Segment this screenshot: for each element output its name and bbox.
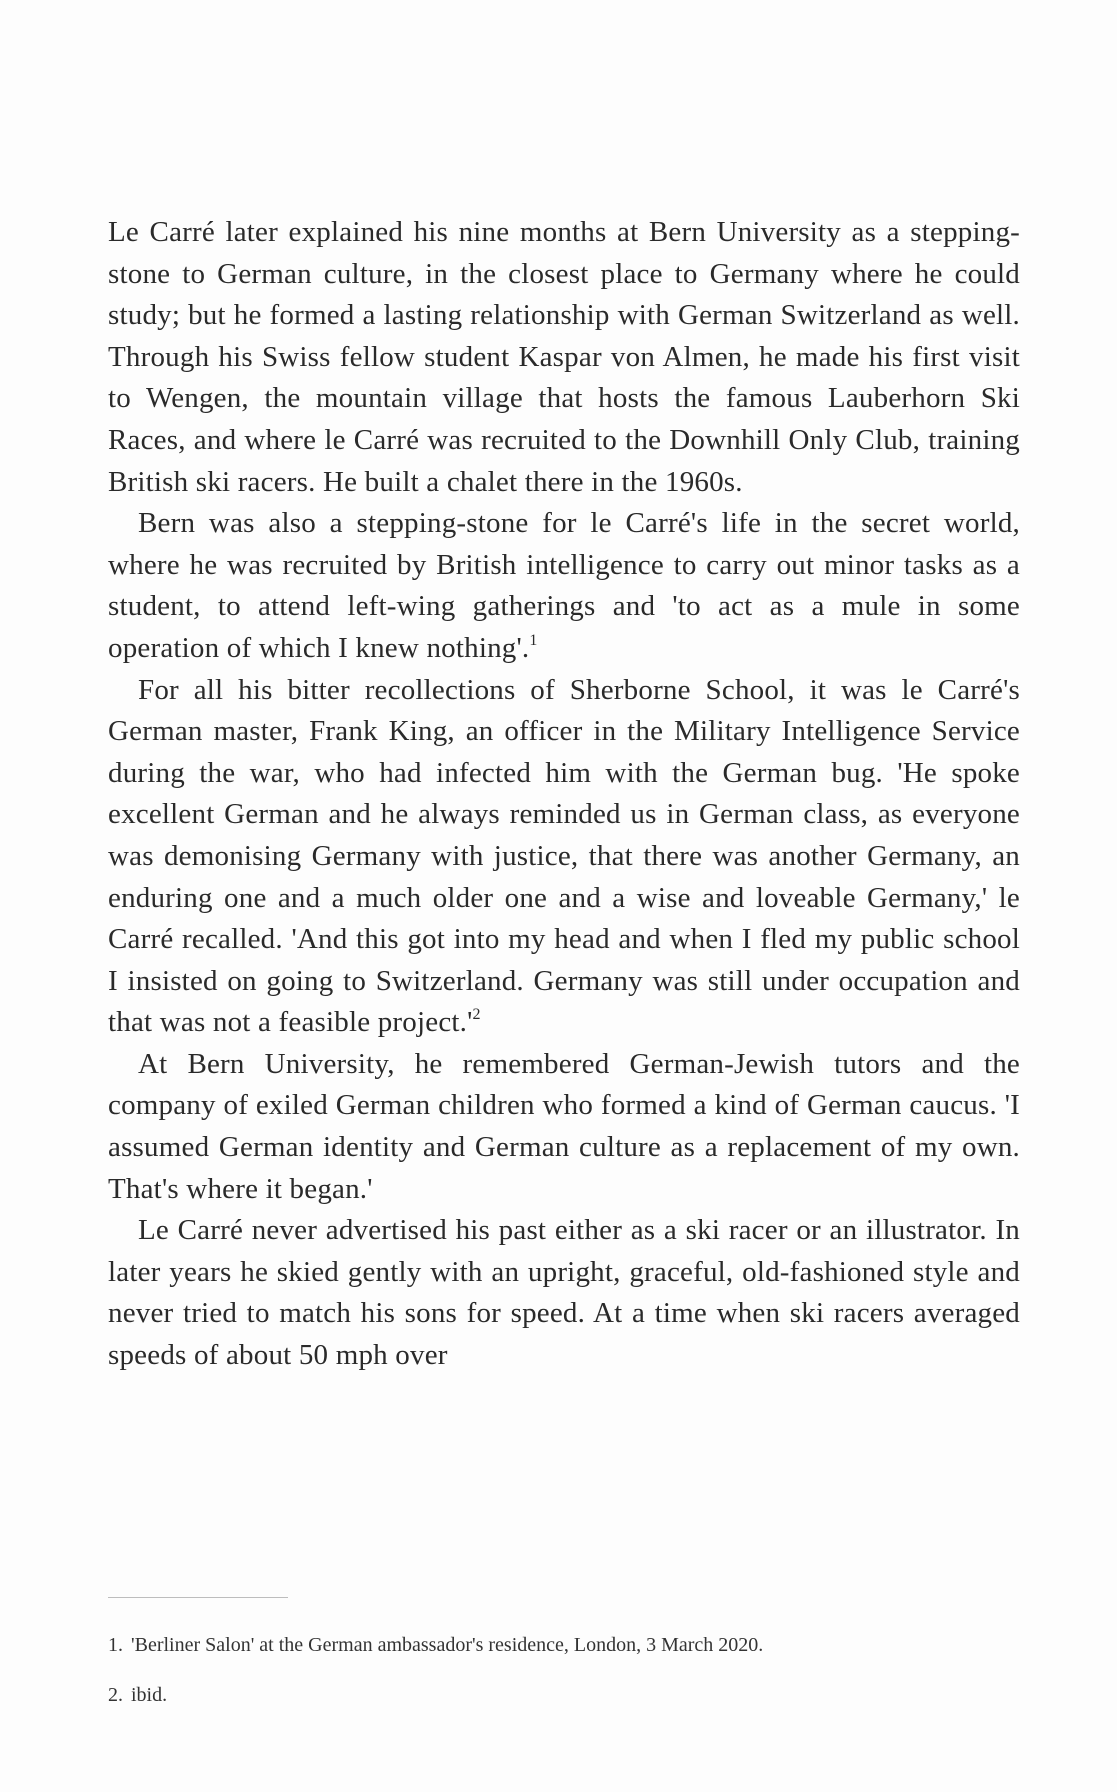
footnote-1 — [108, 1634, 1008, 1657]
footnotes — [108, 1634, 1008, 1734]
paragraph-3-text: For all his bitter recollections of Sherborne School, it was le Carré's German master, Frank King, an officer in the Military Intelligence Service during the war, who had infected him with the German bug. 'He spoke excellent German and he always reminded us in German class, as everyone was demonising Germany with justice, that there was another Germany, an enduring one and a much older one and a wise and loveable Germany,' le Carré recalled. 'And this got into my head and when I fled my public school I insisted on going to Switzerland. Germany was still under occupation and that was not a feasible project.' — [108, 673, 1020, 1039]
footnote-ref-1[interactable]: 1 — [529, 631, 538, 649]
paragraph-5-text: Le Carré never advertised his past either as a ski racer or an illustrator. In later years he skied gently with an upright, graceful, old-fashioned style and never tried to match his sons for speed. At a time when ski racers averaged speeds of about 50 mph over — [108, 1214, 1020, 1372]
paragraph-5 — [108, 1210, 1020, 1376]
paragraph-2 — [108, 503, 1020, 669]
footnote-ref-2[interactable]: 2 — [472, 1006, 481, 1024]
paragraph-3 — [108, 670, 1020, 1044]
paragraph-2-text: Bern was also a stepping-stone for le Carré's life in the secret world, where he was recruited by British intelligence to carry out minor tasks as a student, to attend left-wing gatherings and 'to act as a mule in some operation of which I knew nothing'. — [108, 507, 1020, 664]
footnote-2-number: 2. — [108, 1684, 123, 1706]
footnote-1-text: 'Berliner Salon' at the German ambassador's residence, London, 3 March 2020. — [131, 1634, 764, 1656]
body-text — [108, 212, 1020, 1377]
paragraph-1-text: Le Carré later explained his nine months at Bern University as a stepping-stone to German culture, in the closest place to Germany where he could study; but he formed a lasting relationship with German Switzerland as well. Through his Swiss fellow student Kaspar von Almen, he made his first visit to Wengen, the mountain village that hosts the famous Lauberhorn Ski Races, and where le Carré was recruited to the Downhill Only Club, training British ski racers. He built a chalet there in the 1960s. — [108, 216, 1020, 498]
footnote-2 — [108, 1684, 1008, 1707]
footnote-1-number: 1. — [108, 1634, 123, 1656]
paragraph-4 — [108, 1044, 1020, 1210]
paragraph-4-text: At Bern University, he remembered German-Jewish tutors and the company of exiled German children who formed a kind of German caucus. 'I assumed German identity and German culture as a replacement of my own. That's where it began.' — [108, 1047, 1020, 1205]
paragraph-1 — [108, 212, 1020, 503]
footnote-divider — [108, 1597, 288, 1598]
footnote-2-text: ibid. — [131, 1684, 168, 1706]
